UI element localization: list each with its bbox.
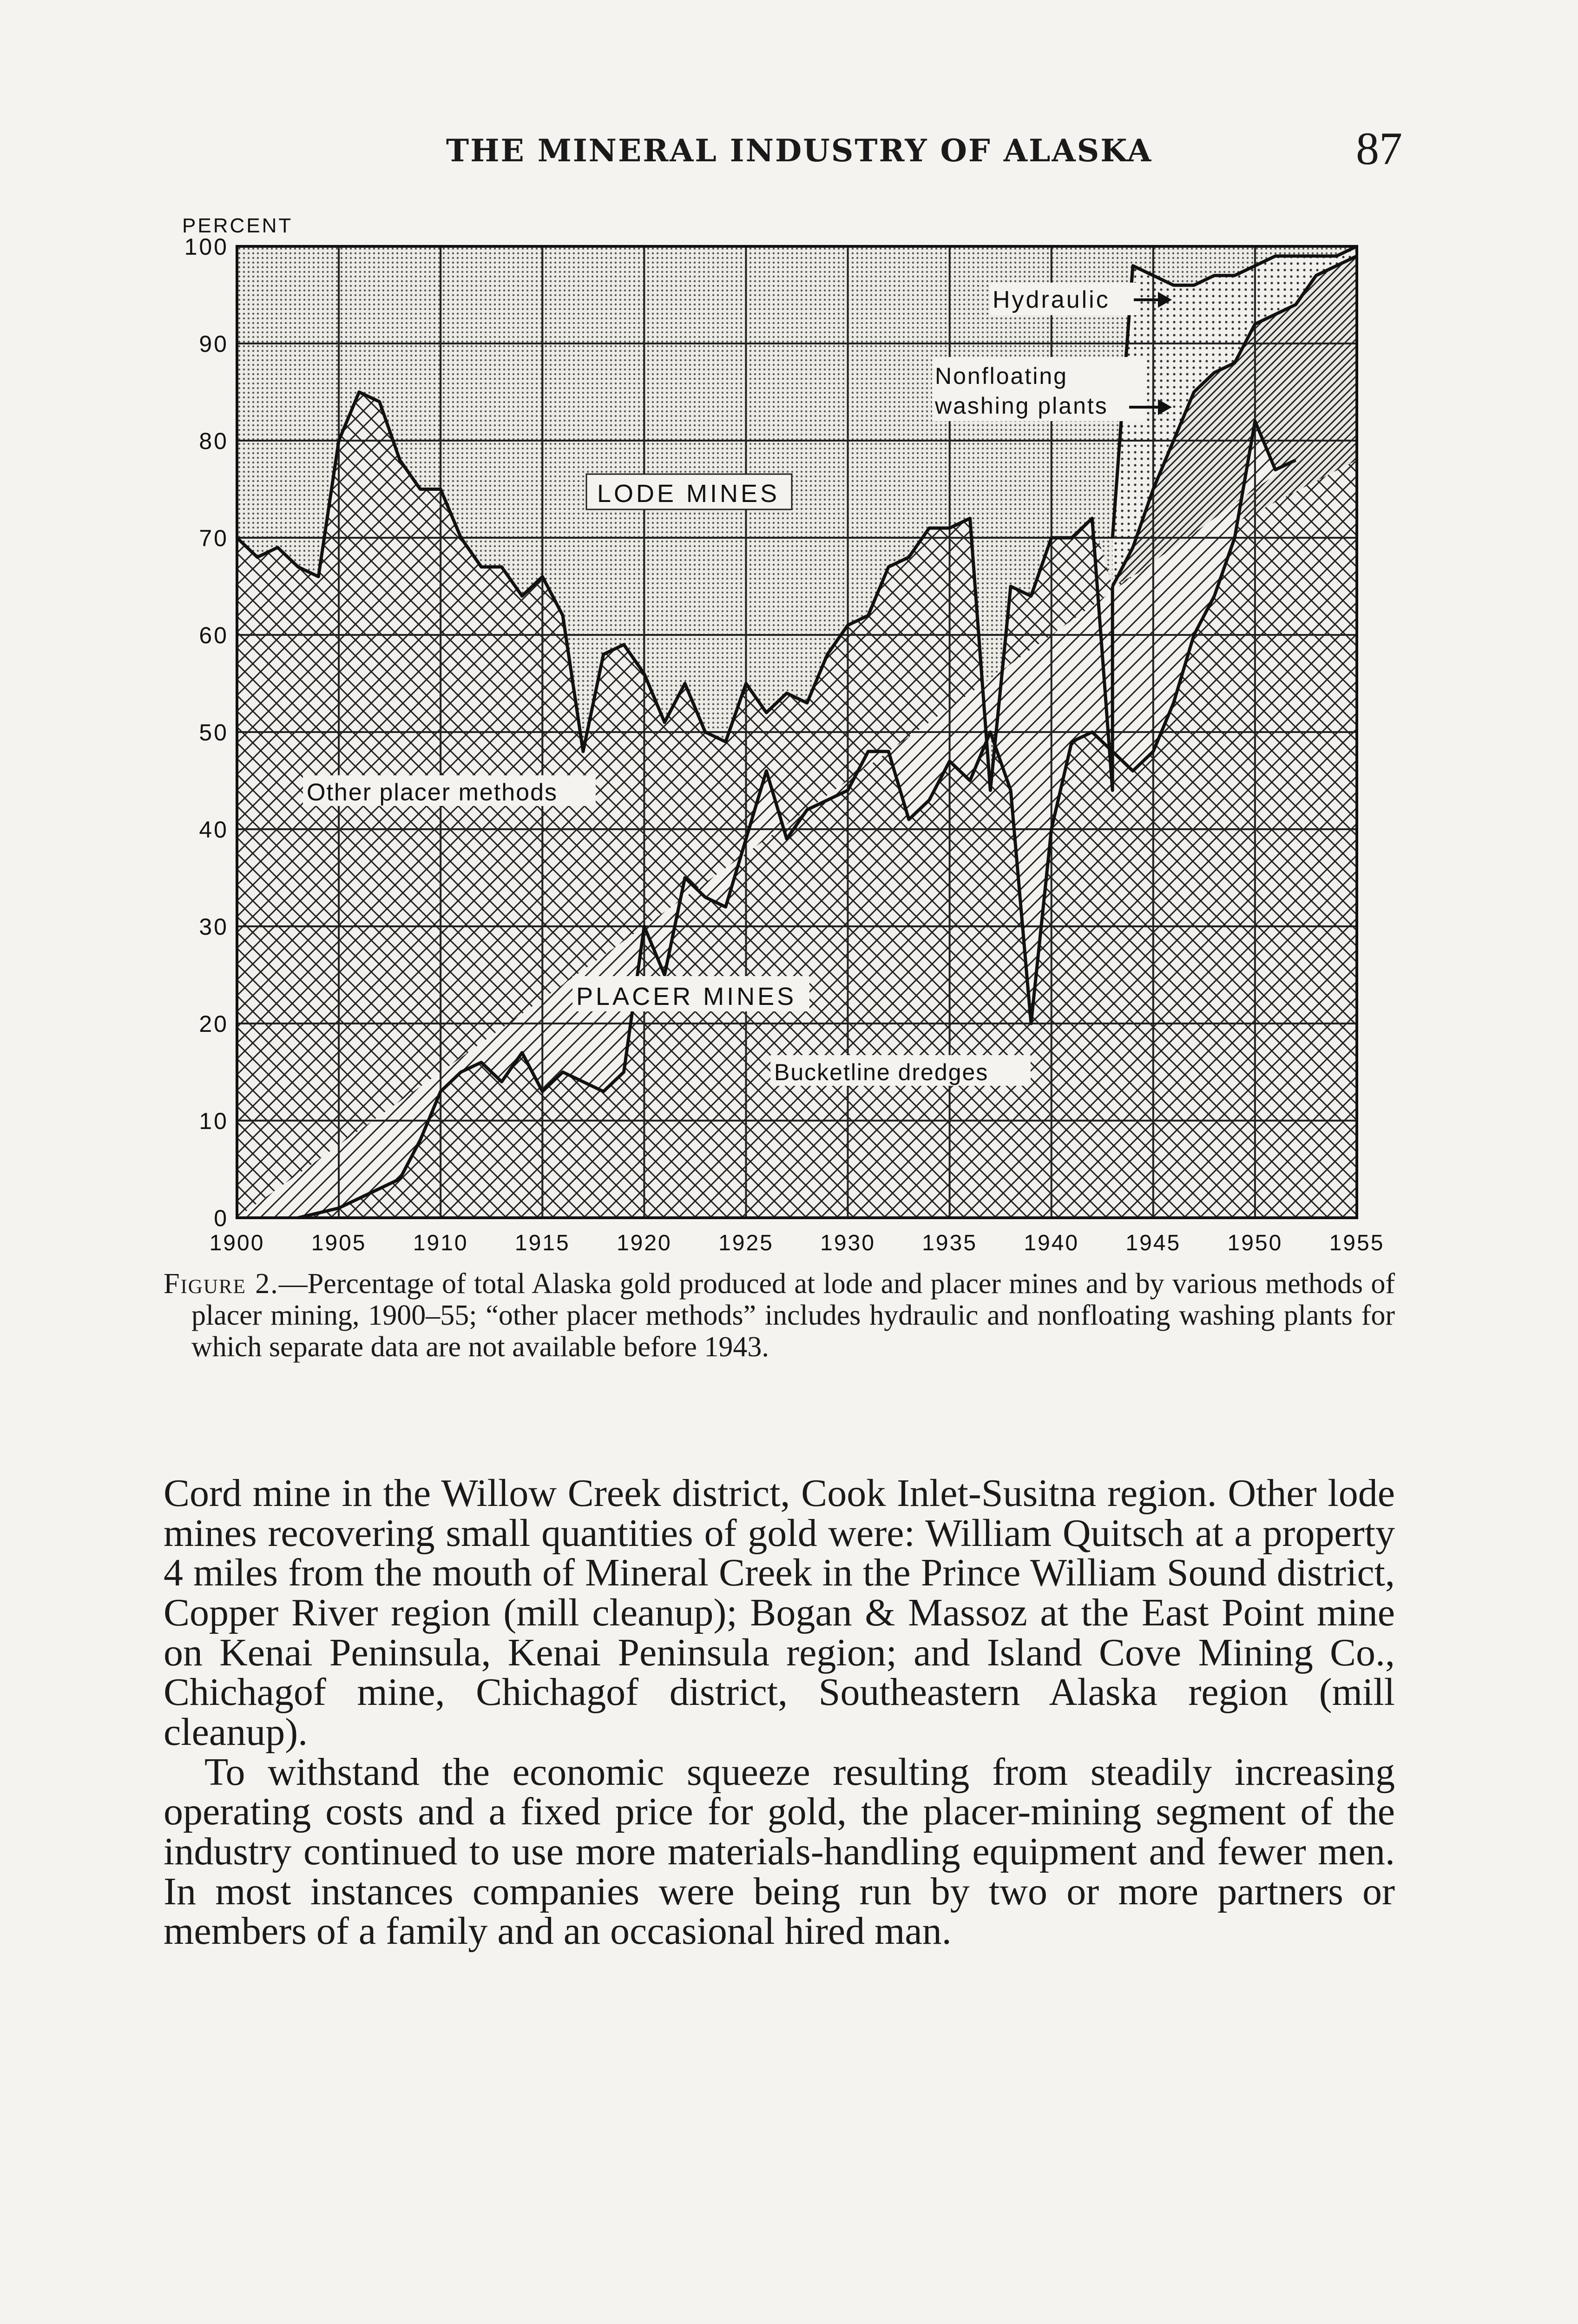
y-tick-label: 50 — [199, 720, 229, 746]
y-tick-label: 0 — [214, 1205, 229, 1231]
y-axis-ticks — [184, 234, 229, 1231]
x-tick-label: 1900 — [209, 1231, 265, 1255]
figure-caption — [164, 1268, 1395, 1363]
x-tick-label: 1940 — [1024, 1231, 1079, 1255]
body-text — [164, 1473, 1395, 1951]
washing-plants-label: washing plants — [935, 393, 1108, 419]
paragraph: Cord mine in the Willow Creek district, Cook Inlet-Susitna region. Other lode mines recovering small quantities of gold were: William Quitsch at a property 4 miles from the mouth of Mineral Creek in the Prince William Sound district, Copper River region (mill cleanup); Bogan & Massoz at the East Point mine on Kenai Peninsula, Kenai Peninsula region; and Island Cove Mining Co., Chichagof mine, Chichagof district, Southeastern Alaska region (mill cleanup). — [164, 1472, 1395, 1754]
other-placer-methods-label: Other placer methods — [307, 779, 558, 806]
y-tick-label: 10 — [199, 1108, 229, 1134]
y-axis-title: PERCENT — [182, 214, 293, 237]
running-header: THE MINERAL INDUSTRY OF ALASKA — [446, 132, 1153, 169]
y-tick-label: 100 — [184, 234, 229, 260]
y-tick-label: 40 — [199, 817, 229, 843]
hydraulic-label: Hydraulic — [993, 286, 1110, 313]
x-tick-label: 1905 — [311, 1231, 367, 1255]
figure-label: Figure 2. — [164, 1268, 279, 1300]
x-axis-ticks — [210, 1231, 1385, 1255]
y-tick-label: 20 — [199, 1011, 229, 1037]
nonfloating-label: Nonfloating — [935, 363, 1068, 389]
x-tick-label: 1925 — [718, 1231, 774, 1255]
y-tick-label: 60 — [199, 622, 229, 648]
x-tick-label: 1935 — [922, 1231, 978, 1255]
y-tick-label: 70 — [199, 525, 229, 551]
page-number: 87 — [1356, 123, 1402, 174]
lode-mines-label: LODE MINES — [597, 480, 780, 508]
bucketline-dredges-label: Bucketline dredges — [774, 1059, 989, 1085]
y-tick-label: 80 — [199, 428, 229, 454]
x-tick-label: 1955 — [1329, 1231, 1385, 1255]
x-tick-label: 1920 — [616, 1231, 672, 1255]
x-tick-label: 1945 — [1125, 1231, 1181, 1255]
y-tick-label: 30 — [199, 914, 229, 940]
x-tick-label: 1950 — [1227, 1231, 1283, 1255]
placer-mines-label: PLACER MINES — [576, 983, 797, 1010]
paragraph: To withstand the economic squeeze resulting from steadily increasing operating costs and a fixed price for gold, the placer-mining segment of the industry continued to use more materials-handling equipment and fewer men. In most instances companies were being run by two or more partners or members of a family and an occasional hired man. — [164, 1750, 1395, 1953]
x-tick-label: 1930 — [820, 1231, 875, 1255]
x-tick-label: 1910 — [413, 1231, 468, 1255]
x-tick-label: 1915 — [514, 1231, 570, 1255]
y-tick-label: 90 — [199, 331, 229, 357]
figure-caption-text: —Percentage of total Alaska gold produced at lode and placer mines and by various methods of placer mining, 1900–55; “other placer methods” includes hydraulic and nonfloating washing plants for which separate data are not available before 1943. — [191, 1268, 1395, 1363]
